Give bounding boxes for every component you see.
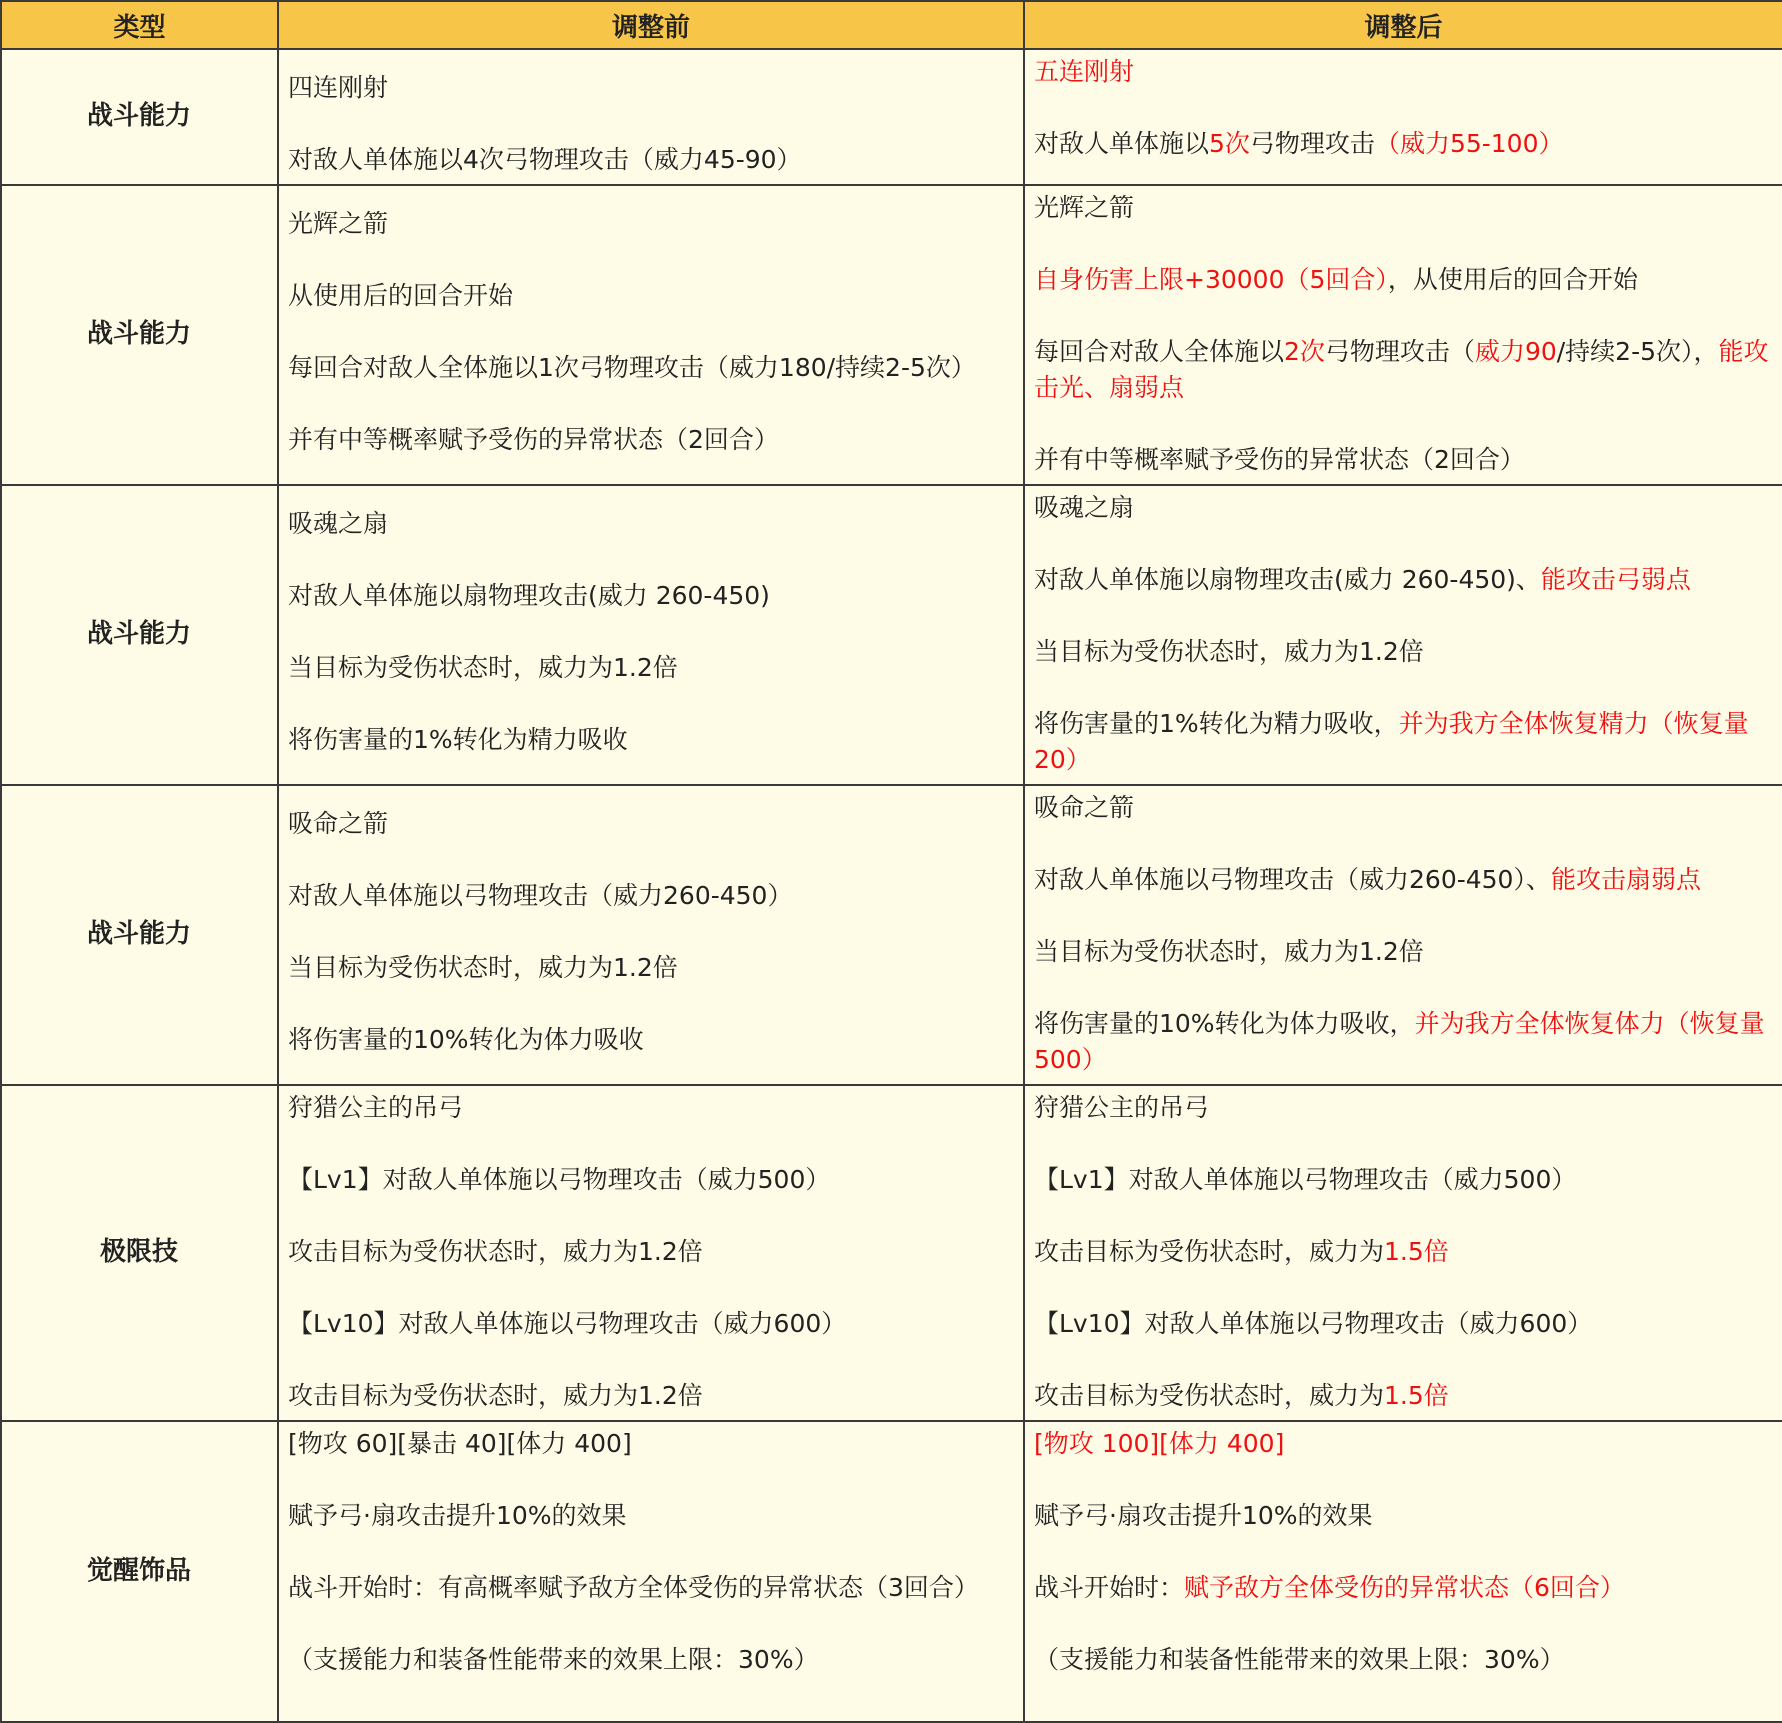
after-line (1034, 706, 1772, 778)
text-segment: 弓物理攻击（ (1324, 337, 1475, 366)
text-segment: 吸命之箭 (288, 809, 389, 838)
after-line (1034, 934, 1772, 970)
text-segment: 赋予弓·扇攻击提升10%的效果 (288, 1501, 627, 1530)
text-segment: 四连刚射 (288, 73, 389, 102)
table-row (1, 785, 1782, 1085)
highlight-text: 能攻击光、扇弱点 (1034, 337, 1769, 402)
table-row (1, 1421, 1782, 1722)
type-cell: 极限技 (1, 1085, 278, 1421)
before-line (288, 1022, 1013, 1058)
table-row (1, 485, 1782, 785)
text-segment: 将伤害量的10%转化为体力吸收 (288, 1025, 644, 1054)
after-line (1034, 1234, 1772, 1270)
before-cell (278, 49, 1024, 185)
after-line (1034, 1642, 1772, 1678)
before-line (288, 722, 1013, 758)
text-segment: 吸命之箭 (1034, 793, 1135, 822)
text-segment: ，从使用后的回合开始 (1387, 265, 1638, 294)
before-cell (278, 485, 1024, 785)
text-segment: 对敌人单体施以弓物理攻击（威力260-450）、 (1034, 865, 1551, 894)
text-segment: 【Lv1】对敌人单体施以弓物理攻击（威力500） (1034, 1165, 1577, 1194)
after-line (1034, 562, 1772, 598)
after-line (1034, 1498, 1772, 1534)
text-segment: 当目标为受伤状态时，威力为1.2倍 (288, 653, 678, 682)
before-line (288, 878, 1013, 914)
text-segment: 弓物理攻击 (1249, 129, 1375, 158)
text-segment: 狩猎公主的吊弓 (1034, 1093, 1210, 1122)
table-row (1, 49, 1782, 185)
before-line (288, 1090, 1013, 1126)
after-line (1034, 1090, 1772, 1126)
text-segment: 战斗开始时： (1034, 1573, 1185, 1602)
before-line (288, 950, 1013, 986)
before-line (288, 1426, 1013, 1462)
text-segment: 攻击目标为受伤状态时，威力为1.2倍 (288, 1381, 703, 1410)
text-segment: 并有中等概率赋予受伤的异常状态（2回合） (1034, 445, 1525, 474)
before-line (288, 650, 1013, 686)
before-line (288, 1570, 1013, 1606)
after-cell (1024, 1085, 1782, 1421)
before-cell (278, 185, 1024, 485)
highlight-text: 五连刚射 (1034, 57, 1135, 86)
highlight-text: 能攻击扇弱点 (1550, 865, 1701, 894)
highlight-text: 2次 (1284, 337, 1325, 366)
text-segment: 从使用后的回合开始 (288, 281, 514, 310)
text-segment: 并有中等概率赋予受伤的异常状态（2回合） (288, 425, 779, 454)
text-segment: [物攻 60][暴击 40][体力 400] (288, 1429, 632, 1458)
type-cell: 战斗能力 (1, 785, 278, 1085)
before-line (288, 806, 1013, 842)
highlight-text: 赋予敌方全体受伤的异常状态（6回合） (1184, 1573, 1625, 1602)
highlight-text: 1.5倍 (1384, 1381, 1449, 1410)
highlight-text: 并为我方全体恢复精力（恢复量 20） (1034, 709, 1749, 774)
after-line (1034, 126, 1772, 162)
header-before: 调整前 (278, 1, 1024, 49)
after-line (1034, 1426, 1772, 1462)
text-segment: 将伤害量的10%转化为体力吸收， (1034, 1009, 1415, 1038)
text-segment: （支援能力和装备性能带来的效果上限：30%） (288, 1645, 819, 1674)
highlight-text: 能攻击弓弱点 (1540, 565, 1691, 594)
after-line (1034, 634, 1772, 670)
text-segment: 将伤害量的1%转化为精力吸收， (1034, 709, 1399, 738)
before-line (288, 206, 1013, 242)
text-segment: /持续2-5次）， (1556, 337, 1719, 366)
text-segment: 每回合对敌人全体施以 (1034, 337, 1285, 366)
after-line (1034, 1006, 1772, 1078)
before-line (288, 1642, 1013, 1678)
after-line (1034, 1162, 1772, 1198)
text-segment: 【Lv10】对敌人单体施以弓物理攻击（威力600） (1034, 1309, 1593, 1338)
before-line (288, 1498, 1013, 1534)
text-segment: 攻击目标为受伤状态时，威力为 (1034, 1381, 1385, 1410)
text-segment: 对敌人单体施以扇物理攻击(威力 260-450) (288, 581, 770, 610)
after-cell (1024, 1421, 1782, 1722)
text-segment: 当目标为受伤状态时，威力为1.2倍 (1034, 637, 1424, 666)
type-cell: 觉醒饰品 (1, 1421, 278, 1722)
text-segment: 对敌人单体施以弓物理攻击（威力260-450） (288, 881, 793, 910)
before-line (288, 422, 1013, 458)
table-row (1, 185, 1782, 485)
text-segment: 吸魂之扇 (288, 509, 389, 538)
text-segment: 对敌人单体施以 (1034, 129, 1210, 158)
before-line (288, 1162, 1013, 1198)
highlight-text: 并为我方全体恢复体力（恢复量 500） (1034, 1009, 1765, 1074)
after-cell (1024, 49, 1782, 185)
before-line (288, 506, 1013, 542)
text-segment: 【Lv10】对敌人单体施以弓物理攻击（威力600） (288, 1309, 847, 1338)
after-line (1034, 1570, 1772, 1606)
after-line (1034, 490, 1772, 526)
after-cell (1024, 185, 1782, 485)
after-cell (1024, 785, 1782, 1085)
header-after: 调整后 (1024, 1, 1782, 49)
after-line (1034, 862, 1772, 898)
text-segment: （支援能力和装备性能带来的效果上限：30%） (1034, 1645, 1565, 1674)
after-cell (1024, 485, 1782, 785)
header-type: 类型 (1, 1, 278, 49)
before-line (288, 578, 1013, 614)
text-segment: 每回合对敌人全体施以1次弓物理攻击（威力180/持续2-5次） (288, 353, 976, 382)
text-segment: 攻击目标为受伤状态时，威力为1.2倍 (288, 1237, 703, 1266)
after-line (1034, 190, 1772, 226)
after-line (1034, 334, 1772, 406)
text-segment: 吸魂之扇 (1034, 493, 1135, 522)
header-row (1, 1, 1782, 49)
text-segment: 攻击目标为受伤状态时，威力为 (1034, 1237, 1385, 1266)
text-segment: 战斗开始时：有高概率赋予敌方全体受伤的异常状态（3回合） (288, 1573, 979, 1602)
text-segment: 对敌人单体施以4次弓物理攻击（威力45-90） (288, 145, 802, 174)
highlight-text: 5次 (1209, 129, 1250, 158)
text-segment: 狩猎公主的吊弓 (288, 1093, 464, 1122)
table-row (1, 1085, 1782, 1421)
text-segment: 光辉之箭 (1034, 193, 1135, 222)
type-cell: 战斗能力 (1, 49, 278, 185)
before-line (288, 70, 1013, 106)
highlight-text: [物攻 100][体力 400] (1034, 1429, 1285, 1458)
before-line (288, 278, 1013, 314)
highlight-text: 威力90 (1474, 337, 1557, 366)
after-line (1034, 790, 1772, 826)
before-cell (278, 1421, 1024, 1722)
type-cell: 战斗能力 (1, 485, 278, 785)
text-segment: 当目标为受伤状态时，威力为1.2倍 (288, 953, 678, 982)
after-line (1034, 442, 1772, 478)
text-segment: 【Lv1】对敌人单体施以弓物理攻击（威力500） (288, 1165, 831, 1194)
text-segment: 赋予弓·扇攻击提升10%的效果 (1034, 1501, 1373, 1530)
text-segment: 当目标为受伤状态时，威力为1.2倍 (1034, 937, 1424, 966)
text-segment: 对敌人单体施以扇物理攻击(威力 260-450)、 (1034, 565, 1541, 594)
before-cell (278, 785, 1024, 1085)
highlight-text: 1.5倍 (1384, 1237, 1449, 1266)
before-line (288, 1378, 1013, 1414)
before-line (288, 142, 1013, 178)
before-line (288, 350, 1013, 386)
after-line (1034, 262, 1772, 298)
highlight-text: 自身伤害上限+30000（5回合） (1034, 265, 1388, 294)
before-line (288, 1234, 1013, 1270)
text-segment: 光辉之箭 (288, 209, 389, 238)
after-line (1034, 54, 1772, 90)
after-line (1034, 1378, 1772, 1414)
before-cell (278, 1085, 1024, 1421)
after-line (1034, 1306, 1772, 1342)
text-segment: 将伤害量的1%转化为精力吸收 (288, 725, 628, 754)
type-cell: 战斗能力 (1, 185, 278, 485)
highlight-text: （威力55-100） (1374, 129, 1564, 158)
before-line (288, 1306, 1013, 1342)
